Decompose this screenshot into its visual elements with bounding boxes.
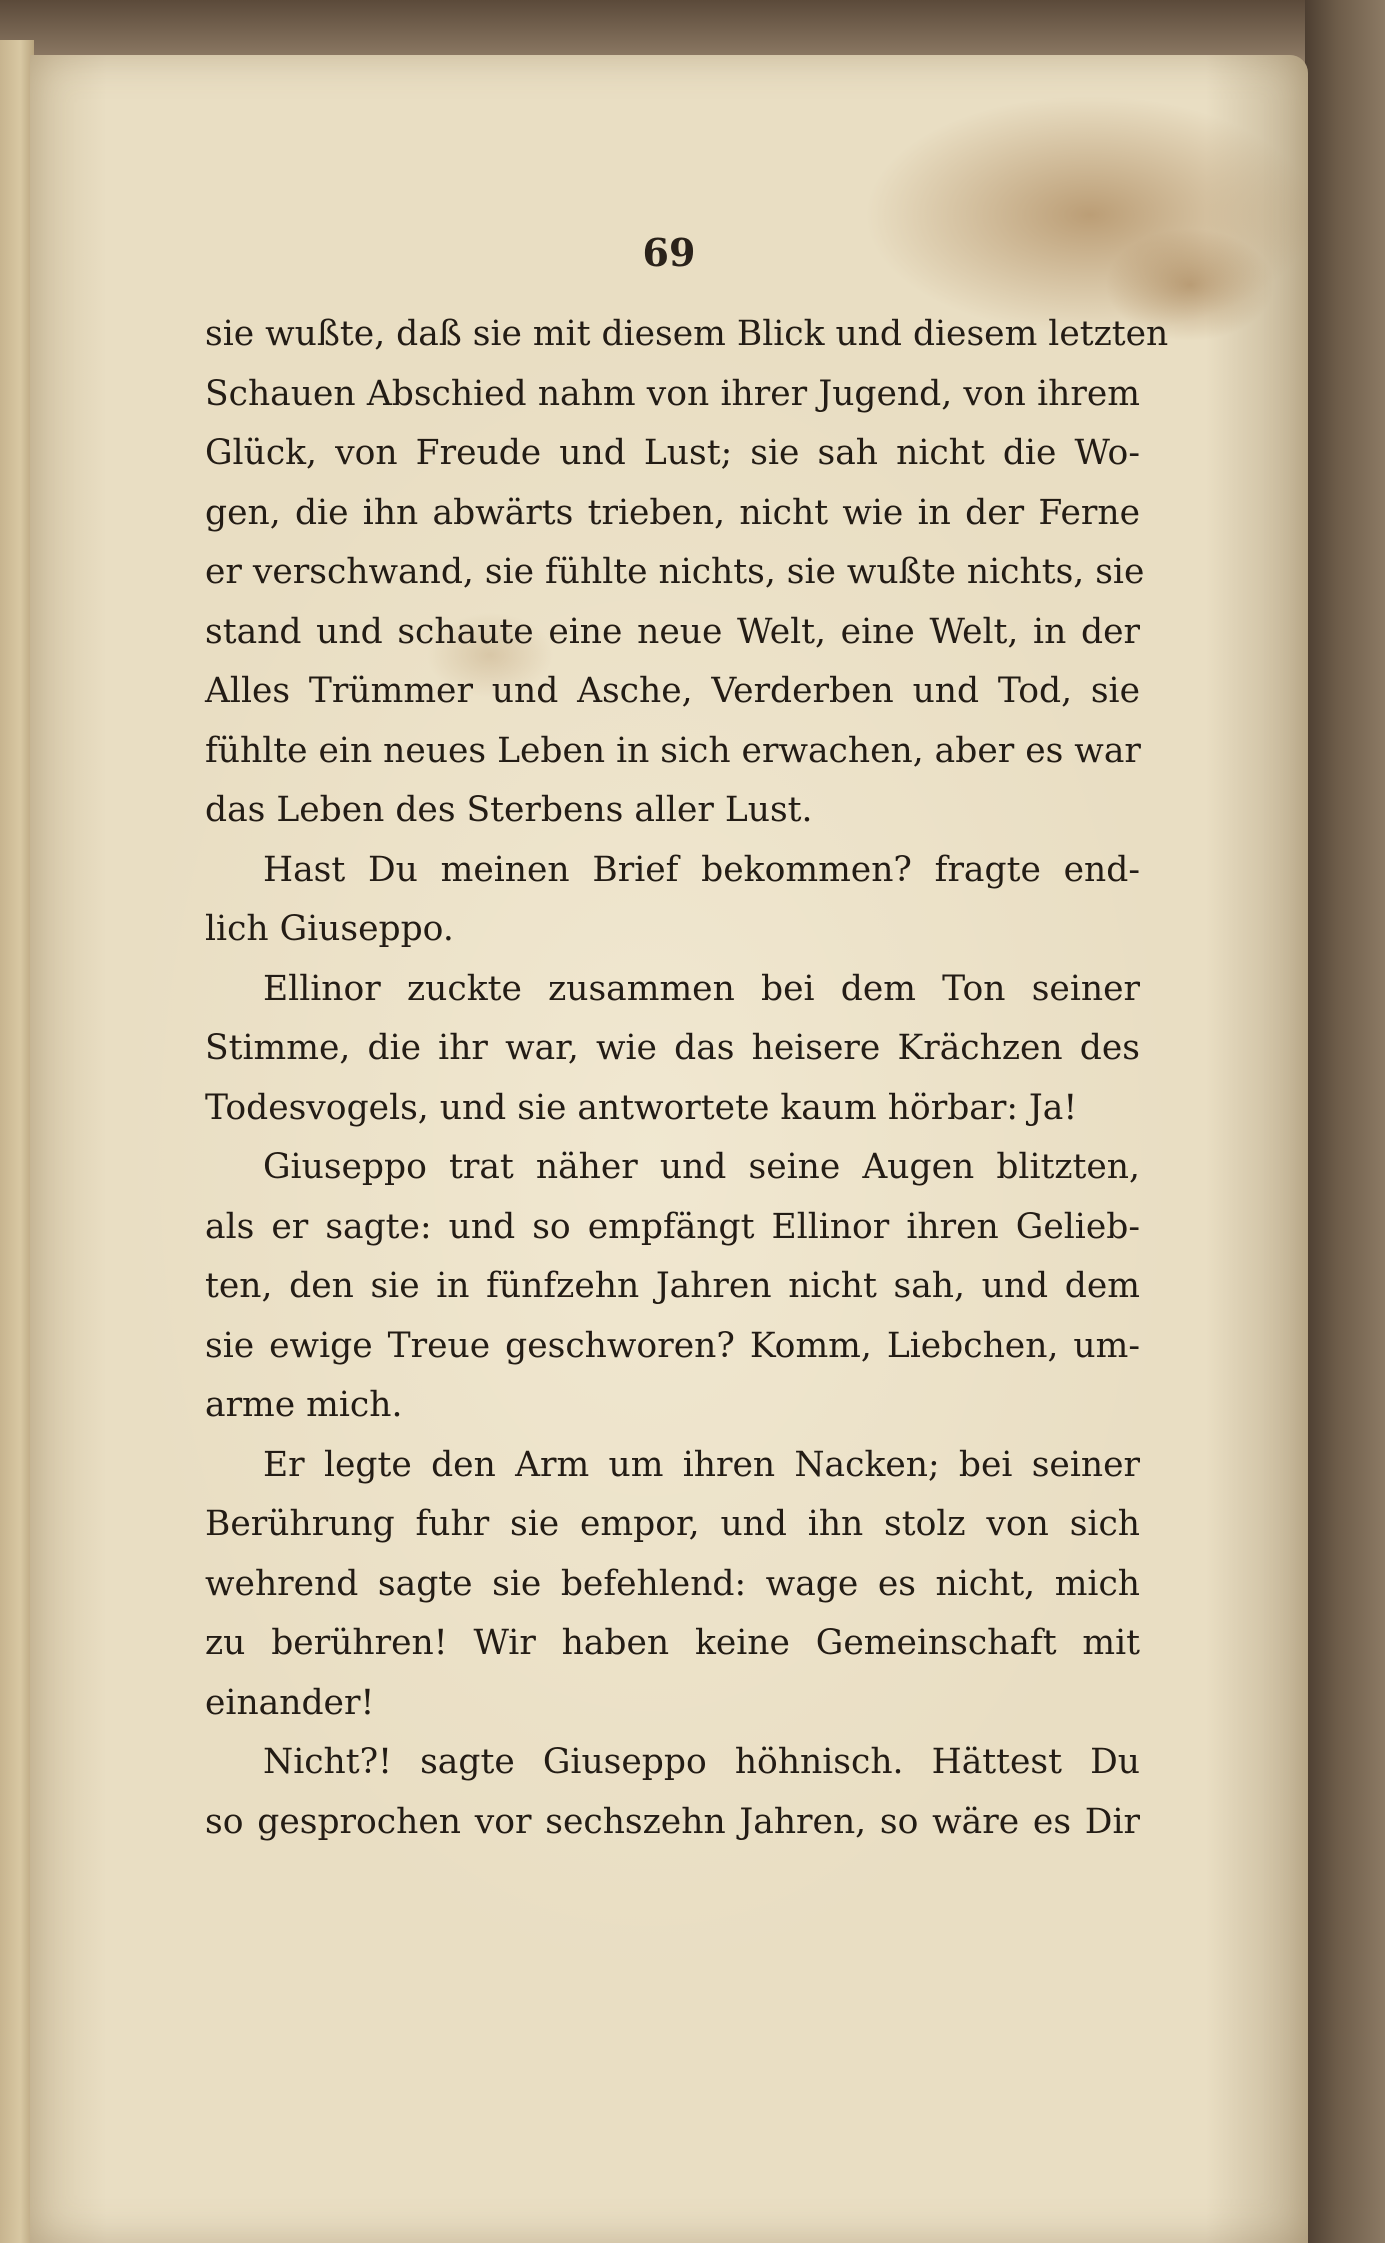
text-line: einander! [205, 1682, 375, 1723]
page-gutter [0, 40, 34, 2243]
page-number: 69 [642, 230, 696, 275]
text-line: arme mich. [205, 1385, 403, 1425]
text-line: so gesprochen vor sechszehn Jahren, so wäre es Dir [205, 1801, 1140, 1842]
text-line: zu berühren! Wir haben keine Gemeinschaft mit [205, 1623, 1140, 1663]
text-line: sie ewige Treue geschworen? Komm, Liebchen, um- [205, 1325, 1140, 1366]
text-line: Glück, von Freude und Lust; sie sah nicht die Wo- [205, 433, 1140, 473]
text-line: fühlte ein neues Leben in sich erwachen, aber es war [205, 730, 1141, 771]
text-line: Hast Du meinen Brief bekommen? fragte end- [263, 849, 1140, 890]
text-line: lich Giuseppo. [205, 909, 454, 949]
text-line: Todesvogels, und sie antwortete kaum hörbar: Ja! [205, 1087, 1078, 1128]
text-line: Berührung fuhr sie empor, und ihn stolz von sich [205, 1504, 1140, 1544]
text-line: stand und schaute eine neue Welt, eine Welt, in der [205, 611, 1140, 652]
text-line: sie wußte, daß sie mit diesem Blick und diesem letzten [205, 314, 1169, 354]
text-line: das Leben des Sterbens aller Lust. [205, 790, 813, 830]
text-line: Stimme, die ihr war, wie das heisere Krächzen des [205, 1028, 1140, 1068]
text-line: Giuseppo trat näher und seine Augen blitzten, [263, 1147, 1140, 1187]
text-line: als er sagte: und so empfängt Ellinor ihren Gelieb- [205, 1206, 1140, 1247]
text-line: wehrend sagte sie befehlend: wage es nicht, mich [205, 1563, 1140, 1604]
text-line: ten, den sie in fünfzehn Jahren nicht sah, und dem [205, 1266, 1140, 1306]
text-line: gen, die ihn abwärts trieben, nicht wie in der Ferne [205, 492, 1140, 533]
text-line: Ellinor zuckte zusammen bei dem Ton seiner [263, 968, 1140, 1009]
text-line: Nicht?! sagte Giuseppo höhnisch. Hättest Du [263, 1742, 1140, 1782]
book-page [30, 55, 1308, 2243]
text-line: Alles Trümmer und Asche, Verderben und Tod, sie [205, 671, 1140, 711]
text-line: er verschwand, sie fühlte nichts, sie wußte nichts, sie [205, 552, 1145, 592]
book-binding-edge [1305, 0, 1385, 2243]
body-text [205, 305, 1169, 1852]
text-line: Er legte den Arm um ihren Nacken; bei seiner [263, 1444, 1140, 1485]
text-line: Schauen Abschied nahm von ihrer Jugend, von ihrem [205, 373, 1140, 414]
